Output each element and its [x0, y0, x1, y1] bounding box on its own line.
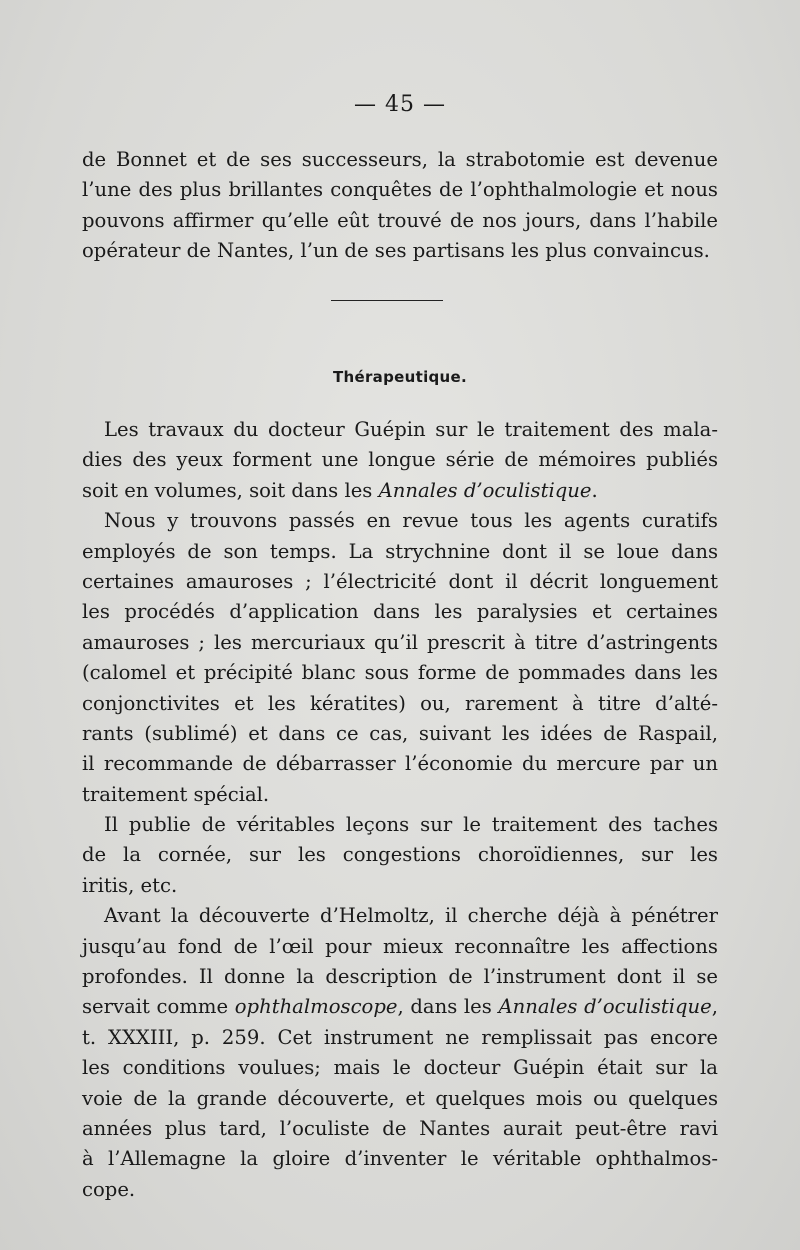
page-number: — 45 —	[354, 92, 446, 117]
text-run: soit en volumes, soit dans les	[82, 478, 379, 502]
text-line: l’une des plus brillantes conquêtes de l’ophthalmologie et nous	[82, 178, 718, 202]
text-line: pouvons affirmer qu’elle eût trouvé de nos jours, dans l’habile	[82, 208, 718, 232]
text-line: Avant la découverte d’Helmoltz, il cherche déjà à pénétrer	[104, 904, 718, 928]
text-line	[82, 992, 718, 1022]
text-line: Les travaux du docteur Guépin sur le traitement des mala-	[104, 418, 718, 441]
text-line	[82, 476, 718, 506]
text-line: profondes. Il donne la description de l’instrument dont il se	[82, 965, 718, 989]
text-line: Nous y trouvons passés en revue tous les agents curatifs	[104, 509, 718, 533]
text-run: ,	[711, 995, 719, 1019]
text-line: Il publie de véritables leçons sur le traitement des taches	[104, 813, 718, 837]
text-line: jusqu’au fond de l’œil pour mieux reconnaître les affections	[82, 934, 718, 958]
text-line: dies des yeux forment une longue série de mémoires publiés	[82, 448, 718, 472]
text-line: opérateur de Nantes, l’un de ses partisans les plus convaincus.	[82, 239, 710, 263]
text-line: les procédés d’application dans les paralysies et certaines	[82, 600, 718, 624]
text-line: t. XXXIII, p. 259. Cet instrument ne remplissait pas encore	[82, 1025, 718, 1049]
text-line: années plus tard, l’oculiste de Nantes aurait peut-être ravi	[82, 1116, 718, 1140]
journal-title: Annales d’oculistique	[498, 995, 712, 1019]
text-line: de la cornée, sur les congestions choroïdiennes, sur les	[82, 843, 718, 867]
text-line: amauroses ; les mercuriaux qu’il prescrit à titre d’astringents	[82, 630, 718, 654]
intro-paragraph	[82, 145, 718, 267]
journal-title: Annales d’oculistique	[378, 478, 592, 502]
text-line: traitement spécial.	[82, 782, 270, 806]
instrument-name: ophthalmoscope	[234, 995, 398, 1019]
text-run: , dans les	[397, 995, 499, 1019]
text-line: conjonctivites et les kératites) ou, rarement à titre d’alté-	[82, 691, 718, 715]
text-line: il recommande de débarrasser l’économie du mercure par un	[82, 752, 718, 776]
text-line: voie de la grande découverte, et quelques mois ou quelques	[82, 1086, 718, 1110]
text-line: à l’Allemagne la gloire d’inventer le véritable ophthalmos-	[82, 1147, 718, 1171]
text-line: certaines amauroses ; l’électricité dont il décrit longuement	[82, 569, 718, 593]
text-run: servait comme	[82, 995, 235, 1019]
body-text	[82, 415, 718, 1205]
section-heading: Thérapeutique.	[333, 368, 467, 386]
text-run: .	[591, 478, 598, 502]
section-divider	[331, 300, 443, 301]
text-line: (calomel et précipité blanc sous forme de pommades dans les	[82, 661, 718, 685]
text-line: cope.	[82, 1177, 136, 1201]
text-line: de Bonnet et de ses successeurs, la strabotomie est devenue	[82, 148, 718, 171]
text-line: employés de son temps. La strychnine dont il se loue dans	[82, 539, 718, 563]
text-line: les conditions voulues; mais le docteur Guépin était sur la	[82, 1056, 718, 1080]
text-line: rants (sublimé) et dans ce cas, suivant les idées de Raspail,	[82, 721, 718, 745]
text-line: iritis, etc.	[82, 873, 178, 897]
